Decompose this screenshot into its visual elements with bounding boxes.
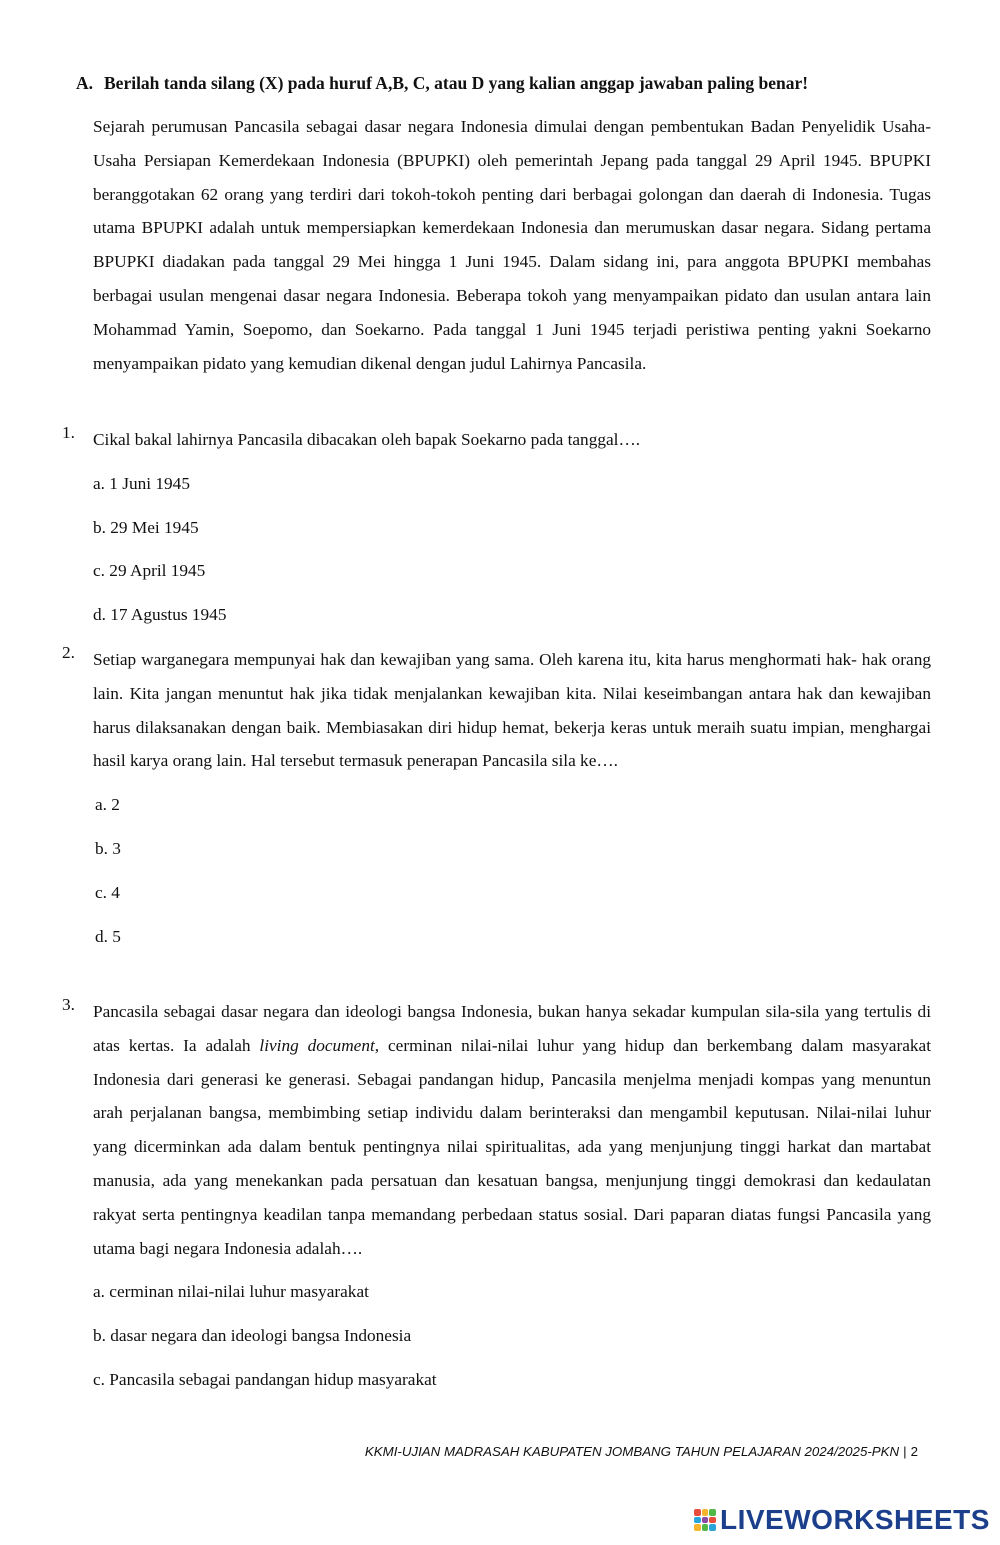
page-footer	[365, 1444, 918, 1459]
option-d[interactable]: d. 17 Agustus 1945	[93, 605, 227, 625]
question-stem	[93, 995, 931, 1265]
reading-passage: Sejarah perumusan Pancasila sebagai dasar negara Indonesia dimulai dengan pembentukan Badan Penyelidik Usaha-Usaha Persiapan Kemerdekaan Indonesia (BPUPKI) oleh pemerintah Jepang pada tanggal 29 April 1945. BPUPKI beranggotakan 62 orang yang terdiri dari tokoh-tokoh penting dari berbagai golongan dan daerah di Indonesia. Tugas utama BPUPKI adalah untuk mempersiapkan kemerdekaan Indonesia dan merumuskan dasar negara. Sidang pertama BPUPKI diadakan pada tanggal 29 Mei hingga 1 Juni 1945. Dalam sidang ini, para anggota BPUPKI membahas berbagai usulan mengenai dasar negara Indonesia. Beberapa tokoh yang menyampaikan pidato dan usulan antara lain Mohammad Yamin, Soepomo, dan Soekarno. Pada tanggal 1 Juni 1945 terjadi peristiwa penting yakni Soekarno menyampaikan pidato yang kemudian dikenal dengan judul Lahirnya Pancasila.	[93, 117, 931, 373]
liveworksheets-brand	[694, 1500, 990, 1540]
question-stem: Setiap warganegara mempunyai hak dan kewajiban yang sama. Oleh karena itu, kita harus menghormati hak- hak orang lain. Kita jangan menuntut hak jika tidak menjalankan kewajiban kita. Nilai keseimbangan antara hak dan kewajiban harus dilaksanakan dengan baik. Membiasakan diri hidup hemat, bekerja keras untuk meraih suatu impian, menghargai hasil karya orang lain. Hal tersebut termasuk penerapan Pancasila sila ke….	[93, 650, 931, 771]
question-stem-part1: Pancasila sebagai dasar negara dan ideologi bangsa Indonesia, bukan hanya sekadar kumpulan sila-sila yang tertulis di atas kertas. Ia adalah	[93, 1002, 931, 1055]
option-a[interactable]: a. 2	[95, 795, 120, 815]
question-number: 1.	[62, 423, 75, 442]
answer-options	[62, 467, 932, 642]
section-instruction-text: Berilah tanda silang (X) pada huruf A,B, C, atau D yang kalian anggap jawaban paling benar!	[104, 73, 809, 93]
option-c[interactable]: c. 4	[95, 882, 120, 902]
option-d[interactable]: d. 5	[95, 926, 121, 946]
option-b[interactable]: b. 3	[95, 838, 121, 858]
brand-name: LIVEWORKSHEETS	[720, 1504, 990, 1535]
footer-text: KKMI-UJIAN MADRASAH KABUPATEN JOMBANG TAHUN PELAJARAN 2024/2025-PKN	[364, 1444, 900, 1459]
option-b[interactable]: b. dasar negara dan ideologi bangsa Indonesia	[93, 1326, 412, 1346]
section-letter: A.	[76, 73, 94, 93]
option-c[interactable]: c. Pancasila sebagai pandangan hidup masyarakat	[93, 1369, 437, 1389]
answer-options	[62, 788, 932, 963]
question-stem-italic: living document	[259, 1035, 375, 1055]
question-1	[62, 423, 932, 642]
page-number: 2	[910, 1444, 918, 1459]
option-b[interactable]: b. 29 Mei 1945	[93, 517, 199, 537]
question-3	[62, 995, 932, 1407]
question-number: 2.	[62, 643, 75, 662]
answer-options	[62, 1275, 932, 1406]
question-stem-part2: , cerminan nilai-nilai luhur yang hidup dan berkembang dalam masyarakat Indonesia dari generasi ke generasi. Sebagai pandangan hidup, Pancasila menjelma menjadi kompas yang menuntun arah perjalanan bangsa, membimbing setiap individu dalam berinteraksi dan mengambil keputusan. Nilai-nilai luhur yang dicerminkan ada dalam bentuk pentingnya nilai spiritualitas, ada yang menjunjung tinggi harkat dan martabat manusia, ada yang menekankan pada persatuan dan kesatuan bangsa, menjunjung tinggi demokrasi dan kedaulatan rakyat serta pentingnya keadilan tanpa memandang perbedaan status sosial. Dari paparan diatas fungsi Pancasila yang utama bagi negara Indonesia adalah….	[93, 1035, 931, 1258]
option-a[interactable]: a. 1 Juni 1945	[93, 473, 190, 493]
question-stem: Cikal bakal lahirnya Pancasila dibacakan oleh bapak Soekarno pada tanggal….	[93, 430, 641, 449]
section-instruction	[76, 70, 956, 96]
option-c[interactable]: c. 29 April 1945	[93, 561, 206, 581]
option-a[interactable]: a. cerminan nilai-nilai luhur masyarakat	[93, 1282, 369, 1302]
footer-separator: |	[903, 1444, 907, 1459]
liveworksheets-logo-icon	[694, 1509, 716, 1531]
question-2	[62, 643, 932, 963]
question-number: 3.	[62, 995, 75, 1014]
